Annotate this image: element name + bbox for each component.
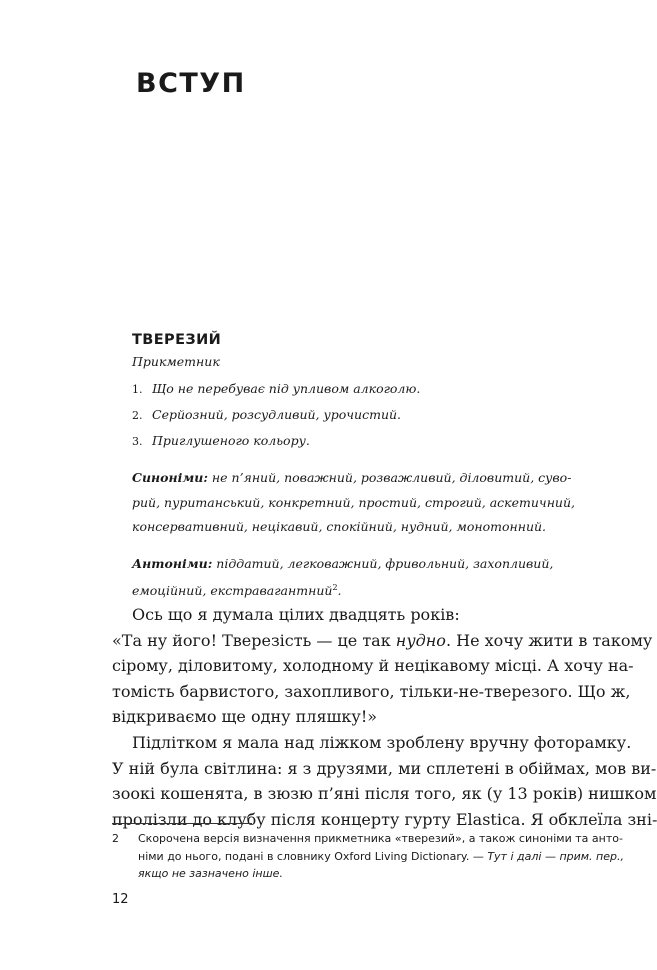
body-line: сірому, діловитому, холодному й нецікавому місці. А хочу на- [112,656,634,676]
body-text [112,602,657,832]
footnote-line: Скорочена версія визначення прикметника «тверезий», а також синоніми та анто- [138,832,623,845]
footnote-line [138,848,624,866]
sense-text: Серйозний, розсудливий, урочистий. [152,407,402,422]
body-line: зоокі кошенята, в зюзю п’яні після того, як (у 13 років) нишком [112,784,657,804]
footnote-number: 2 [112,832,119,845]
sense-item [132,376,532,402]
synonyms-label: Синоніми: [132,470,208,485]
antonyms-text: емоційний, екстравагантний [132,583,333,599]
emphasis-word: нудно [395,630,446,650]
body-fragment: «Та ну його! Тверезість — це так [112,630,396,650]
page-number: 12 [112,892,129,907]
sense-item [132,428,532,454]
footnote-italic: якщо не зазначено інше. [138,867,283,880]
sense-number: 3. [132,435,143,448]
sense-text: Приглушеного кольору. [152,433,310,448]
body-line [112,628,653,654]
antonyms-block [132,552,554,604]
body-line: томість барвистого, захопливого, тільки-не-тверезого. Що ж, [112,681,631,701]
footnote-ref: 2 [332,583,338,592]
footnote [112,830,624,883]
sense-number: 2. [132,409,143,422]
synonyms-text: не п’яний, поважний, розважливий, діловитий, суво- [211,470,572,485]
antonyms-label: Антоніми: [132,555,213,571]
sense-item [132,402,532,428]
antonyms-end: . [337,583,342,599]
dictionary-entry [132,330,576,604]
senses-list [132,376,532,454]
body-fragment: . Не хочу жити в такому [445,630,653,650]
headword: ТВЕРЕЗИЙ [132,332,222,348]
body-line: Ось що я думала цілих двадцять років: [132,605,460,624]
chapter-title: ВСТУП [136,68,246,99]
footnote-text [138,830,624,883]
antonyms-text: піддатий, легковажний, фривольний, захопливий, [216,555,554,571]
body-line: Підлітком я мала над ліжком зроблену вручну фоторамку. [132,732,632,752]
footnote-fragment: німи до нього, подані в словнику Oxford Living Dictionary. — [138,849,488,863]
synonyms-text: рий, пуританський, конкретний, простий, строгий, аскетичний, [132,494,576,510]
footnote-rule [112,823,252,824]
body-line: пролізли до клубу після концерту гурту Elastica. Я обклеїла зні- [112,809,657,829]
footnote-italic: Тут і далі — прим. пер., [487,849,624,863]
synonyms-text: консервативний, нецікавий, спокійний, нудний, монотонний. [132,519,547,534]
part-of-speech: Прикметник [132,354,220,369]
sense-number: 1. [132,383,143,396]
body-line: відкриваємо ще одну пляшку!» [112,707,378,727]
footnote-line [138,865,570,883]
synonyms-block [132,466,576,540]
body-line: У ній була світлина: я з друзями, ми сплетені в обіймах, мов ви- [112,758,657,778]
sense-text: Що не перебуває під упливом алкоголю. [152,381,421,396]
